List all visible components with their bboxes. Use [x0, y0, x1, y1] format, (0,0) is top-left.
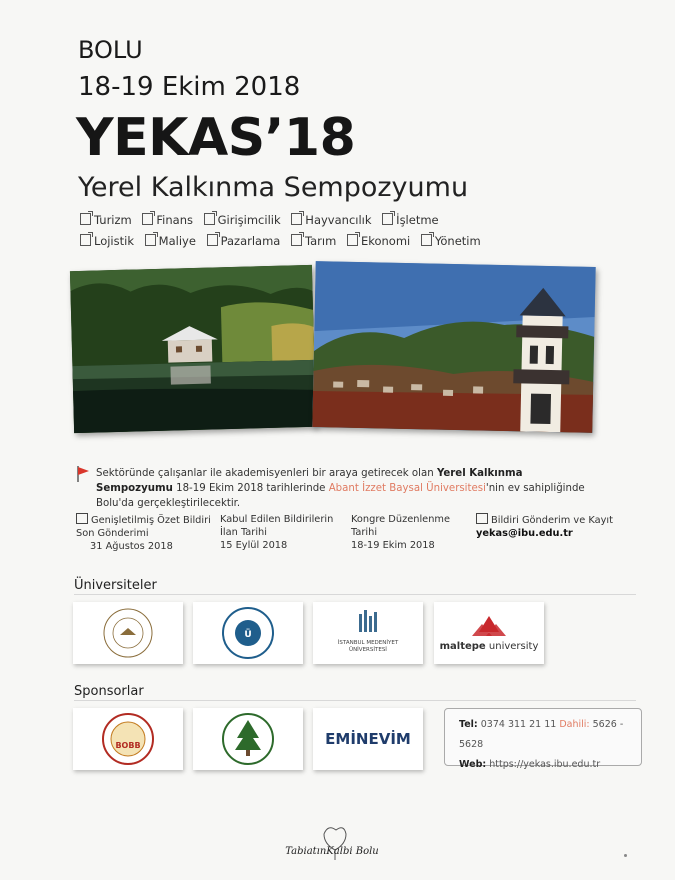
- topic-item: İşletme: [382, 210, 438, 231]
- topic-item: Yönetim: [421, 231, 481, 252]
- document-icon: [80, 234, 91, 246]
- svg-text:maltepe university: maltepe university: [439, 641, 539, 652]
- contact-box: [444, 708, 642, 770]
- document-icon: [207, 234, 218, 246]
- svg-text:İSTANBUL MEDENİYET: İSTANBUL MEDENİYET: [337, 640, 399, 646]
- topic-item: Turizm: [80, 210, 132, 231]
- city-heading: BOLU: [78, 36, 143, 64]
- svg-text:ÜNİVERSİTESİ: ÜNİVERSİTESİ: [349, 647, 387, 653]
- document-icon: [80, 213, 91, 225]
- topic-item: Girişimcilik: [204, 210, 281, 231]
- aibu-logo-card: [73, 602, 183, 664]
- document-icon: [291, 234, 302, 246]
- phone-number[interactable]: 0374 311 21 11: [480, 719, 557, 730]
- uskudar-logo-card: [193, 602, 303, 664]
- medeniyet-logo-card: [313, 602, 423, 664]
- info-submission: Bildiri Gönderim ve Kayıt yekas@ibu.edu.tr: [476, 515, 613, 539]
- submission-email[interactable]: yekas@ibu.edu.tr: [476, 528, 573, 539]
- document-icon: [291, 213, 302, 225]
- web-link[interactable]: https://yekas.ibu.edu.tr: [489, 759, 601, 770]
- flag-icon: [76, 466, 90, 482]
- document-icon: [347, 234, 358, 246]
- lake-house-photo: [70, 265, 316, 433]
- intro-paragraph: Sektöründe çalışanlar ile akademisyenleri bir araya getirecek olan Yerel Kalkınma Sempozyumu 18-19 Ekim 2018 tarihlerinde Abant İzzet Baysal Üniversitesi'nin ev sahipliğinde Bolu'da gerçekleştirilecektir.: [96, 468, 585, 509]
- event-subtitle: Yerel Kalkınma Sempozyumu: [78, 172, 469, 203]
- bolu-valiligi-logo-card: [73, 708, 183, 770]
- universities-heading: Üniversiteler: [74, 578, 157, 593]
- sponsors-heading: Sponsorlar: [74, 684, 144, 699]
- bolu-belediye-logo-card: [193, 708, 303, 770]
- document-icon: [142, 213, 153, 225]
- document-icon: [382, 213, 393, 225]
- footer-brand: TabiatınKalbi Bolu: [285, 846, 379, 857]
- bobb-mark: BOBB: [115, 741, 141, 750]
- topic-list: [80, 210, 580, 252]
- mail-icon: [476, 513, 488, 524]
- eminevim-wordmark: EMİNEVİM: [325, 730, 411, 748]
- info-acceptance-date: Kabul Edilen Bildirilerin İlan Tarihi 15 Eylül 2018: [220, 514, 334, 551]
- dot: [624, 854, 627, 857]
- info-congress-date: Kongre Düzenlenme Tarihi 18-19 Ekim 2018: [351, 514, 450, 551]
- topic-item: Pazarlama: [207, 231, 281, 252]
- document-icon: [204, 213, 215, 225]
- document-icon: [421, 234, 432, 246]
- topic-item: Tarım: [291, 231, 336, 252]
- document-icon: [145, 234, 156, 246]
- topic-item: Maliye: [145, 231, 196, 252]
- info-abstract-deadline: Genişletilmiş Özet Bildiri Son Gönderimi 31 Ağustos 2018: [76, 515, 211, 552]
- university-link[interactable]: Abant İzzet Baysal Üniversitesi: [328, 483, 486, 494]
- web-line: Web: https://yekas.ibu.edu.tr: [459, 759, 601, 770]
- event-title: YEKAS’18: [76, 108, 356, 168]
- eminevim-logo-card: [313, 708, 423, 770]
- divider: [74, 700, 636, 701]
- topic-item: Finans: [142, 210, 193, 231]
- clock-tower-photo: [312, 261, 595, 433]
- topic-item: Lojistik: [80, 231, 134, 252]
- svg-text:Ü: Ü: [244, 630, 252, 640]
- event-dates: 18-19 Ekim 2018: [78, 72, 301, 102]
- phone-line: Tel: 0374 311 21 11 Dahili: 5626 - 5628: [459, 719, 624, 750]
- topic-item: Hayvancılık: [291, 210, 371, 231]
- calendar-icon: [76, 513, 88, 524]
- topic-item: Ekonomi: [347, 231, 410, 252]
- divider: [74, 594, 636, 595]
- maltepe-logo-card: [434, 602, 544, 664]
